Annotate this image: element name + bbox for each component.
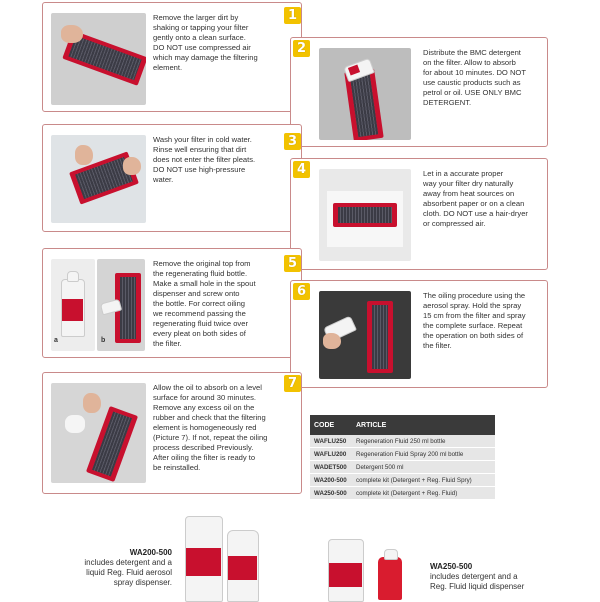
bottle-cap xyxy=(67,271,79,282)
hand-image xyxy=(123,157,141,175)
step-6-photo xyxy=(319,291,411,379)
kit-desc: includes detergent and a Reg. Fluid liquid dispenser xyxy=(430,572,525,591)
step-6-card xyxy=(290,280,548,388)
row-code: WADET500 xyxy=(314,463,347,471)
step-1-card xyxy=(42,2,302,112)
air-filter xyxy=(86,406,138,482)
hand-image xyxy=(61,25,83,43)
row-code: WA250-500 xyxy=(314,489,347,497)
table-row xyxy=(310,435,495,448)
table-row xyxy=(310,487,495,500)
step-5-card xyxy=(42,248,302,358)
kit-wa250-image xyxy=(328,535,416,600)
table-row xyxy=(310,448,495,461)
table-row xyxy=(310,461,495,474)
step-4-number-badge: 4 xyxy=(293,161,310,178)
air-filter xyxy=(333,203,397,227)
hand-image xyxy=(75,145,93,165)
row-article: Regeneration Fluid Spray 200 ml bottle xyxy=(356,450,464,458)
step-2-card xyxy=(290,37,548,147)
step-5-photo-b xyxy=(97,259,145,351)
bottle-label xyxy=(186,548,221,576)
bottle-label xyxy=(329,563,362,587)
kit-wa200-image xyxy=(185,508,265,600)
step-6-number-badge: 6 xyxy=(293,283,310,300)
step-3-photo xyxy=(51,135,146,223)
kit-wa200-label xyxy=(80,548,172,588)
step-4-photo xyxy=(319,169,411,261)
hand-image xyxy=(323,333,341,349)
row-article: Detergent 500 ml xyxy=(356,463,404,471)
step-4-text: Let in a accurate proper way your filter dry naturally away from heat sources on absorbent paper or on a clean cloth. DO NOT use a hair-dryer or compressed air. xyxy=(423,169,528,228)
product-table xyxy=(310,415,495,500)
row-code: WAFLU200 xyxy=(314,450,347,458)
photo-label-b: b xyxy=(101,337,106,344)
step-3-card xyxy=(42,124,302,232)
table-header xyxy=(310,415,495,435)
bottle-label xyxy=(228,556,257,580)
row-code: WAFLU250 xyxy=(314,437,347,445)
step-5-number-badge: 5 xyxy=(284,255,301,272)
step-3-number-badge: 3 xyxy=(284,133,301,150)
kit-wa250-label xyxy=(430,562,540,592)
bottle-cap xyxy=(384,549,398,560)
code-header: CODE xyxy=(314,421,335,429)
step-7-photo xyxy=(51,383,146,483)
bottle-label xyxy=(62,299,83,321)
step-1-number-badge: 1 xyxy=(284,7,301,24)
kit-desc: includes detergent and a liquid Reg. Fluid aerosol spray dispenser. xyxy=(84,558,172,587)
step-6-text: The oiling procedure using the aerosol spray. Hold the spray 15 cm from the filter and spray the complete surface. Repeat the operation on both sides of the filter. xyxy=(423,291,526,350)
step-7-card xyxy=(42,372,302,494)
kit-code: WA250-500 xyxy=(430,562,473,571)
kit-code: WA200-500 xyxy=(129,548,172,557)
step-3-text: Wash your filter in cold water. Rinse well ensuring that dirt does not enter the filter pleats. DO NOT use high-pressure water. xyxy=(153,135,256,184)
step-1-text: Remove the larger dirt by shaking or tapping your filter gently onto a clean surface. DO NOT use compressed air which may damage the filtering element. xyxy=(153,13,258,72)
table-row xyxy=(310,474,495,487)
step-5-text: Remove the original top from the regenerating fluid bottle. Make a small hole in the spout dispenser and screw onto the bottle. For correct oiling we recommend passing the regenerating fluid twice over every pleat on both sides of the filter. xyxy=(153,259,256,348)
photo-label-a: a xyxy=(54,337,58,344)
cloth-image xyxy=(65,415,85,433)
row-article: Regeneration Fluid 250 ml bottle xyxy=(356,437,446,445)
step-4-card xyxy=(290,158,548,270)
step-1-photo xyxy=(51,13,146,105)
hand-image xyxy=(83,393,101,413)
row-article: complete kit (Detergent + Reg. Fluid Spry) xyxy=(356,476,472,484)
step-2-photo xyxy=(319,48,411,140)
step-5-photo-a xyxy=(51,259,95,351)
article-header: ARTICLE xyxy=(356,421,387,429)
fluid-bottle xyxy=(378,557,402,600)
row-code: WA200-500 xyxy=(314,476,347,484)
step-7-number-badge: 7 xyxy=(284,375,301,392)
row-article: complete kit (Detergent + Reg. Fluid) xyxy=(356,489,458,497)
step-2-text: Distribute the BMC detergent on the filter. Allow to absorb for about 10 minutes. DO NOT use caustic products such as petrol or oil. USE ONLY BMC DETERGENT. xyxy=(423,48,526,107)
step-2-number-badge: 2 xyxy=(293,40,310,57)
step-7-text: Allow the oil to absorb on a level surface for around 30 minutes. Remove any excess oil on the rubber and check that the filtering element is homogeneously red (Picture 7). If not, repeat the oiling process described Previously. After oiling the filter is ready to be reinstalled. xyxy=(153,383,268,472)
air-filter xyxy=(367,301,393,373)
